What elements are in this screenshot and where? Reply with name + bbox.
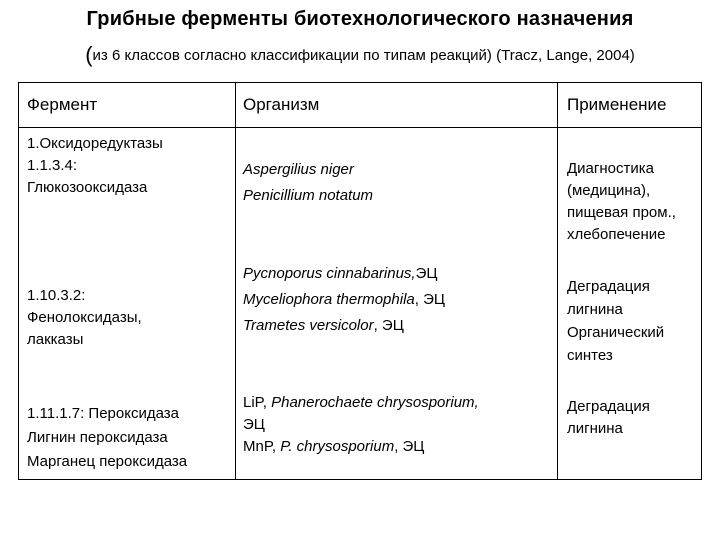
class-label-oxidoreductases: 1.Оксидоредуктазы: [27, 135, 163, 152]
organism-note: , ЭЦ: [394, 438, 425, 455]
header-application: Применение: [567, 95, 667, 114]
header-divider: [19, 127, 701, 128]
enzyme-line: Глюкозооксидаза: [27, 179, 148, 196]
application-line: лигнина: [567, 301, 623, 318]
organism-line: [243, 436, 479, 458]
application-line: (медицина),: [567, 182, 651, 199]
enzyme-cell: [27, 285, 142, 351]
enzyme-cell: [27, 402, 187, 474]
organism-note: ЭЦ: [415, 265, 438, 282]
column-divider-2: [557, 83, 558, 479]
subtitle-text: из 6 классов согласно классификации по типам реакций) (Tracz, Lange, 2004): [92, 47, 635, 64]
page-subtitle: [0, 42, 720, 68]
application-line: лигнина: [567, 420, 623, 437]
organism-prefix: LiP,: [243, 394, 272, 411]
organism-line: [243, 287, 445, 313]
application-cell: [567, 275, 664, 367]
organism-species: Pycnoporus cinnabarinus,: [243, 265, 416, 282]
application-cell: [567, 158, 676, 246]
enzyme-line: Лигнин пероксидаза: [27, 429, 168, 446]
header-enzyme: Фермент: [27, 95, 98, 114]
organism-line: Aspergilius niger: [243, 161, 354, 178]
enzyme-cell: [27, 155, 147, 199]
application-line: Органический: [567, 324, 665, 341]
organism-species: Trametes versicolor: [243, 317, 374, 334]
subtitle-paren: (: [85, 42, 93, 67]
application-line: Деградация: [567, 278, 650, 295]
organism-line: Penicillium notatum: [243, 187, 374, 204]
organism-cell: [243, 392, 479, 458]
organism-note: , ЭЦ: [373, 317, 404, 334]
organism-prefix: MnP,: [243, 438, 281, 455]
organism-line: [243, 261, 445, 287]
organism-species: Phanerochaete chrysosporium,: [271, 394, 479, 411]
organism-species: Myceliophora thermophila: [243, 291, 415, 308]
application-line: Диагностика: [567, 160, 654, 177]
application-line: синтез: [567, 347, 613, 364]
enzymes-table: [18, 82, 702, 480]
organism-note: , ЭЦ: [414, 291, 445, 308]
column-divider-1: [235, 83, 236, 479]
application-line: пищевая пром.,: [567, 204, 676, 221]
header-organism: Организм: [243, 95, 320, 114]
enzyme-line: 1.1.3.4:: [27, 157, 78, 174]
enzyme-line: 1.10.3.2:: [27, 287, 86, 304]
organism-cell: [243, 261, 445, 339]
organism-line: [243, 313, 445, 339]
application-cell: [567, 396, 650, 440]
application-line: хлебопечение: [567, 226, 666, 243]
organism-line: ЭЦ: [243, 416, 265, 433]
enzyme-line: лакказы: [27, 331, 84, 348]
application-line: Деградация: [567, 398, 650, 415]
enzyme-line: 1.11.1.7: Пероксидаза: [27, 405, 179, 422]
organism-cell: [243, 157, 373, 209]
enzyme-line: Фенолоксидазы,: [27, 309, 142, 326]
organism-species: P. chrysosporium: [280, 438, 395, 455]
page-title: Грибные ферменты биотехнологического назначения: [86, 8, 634, 30]
enzyme-line: Марганец пероксидаза: [27, 453, 188, 470]
organism-line: [243, 392, 479, 414]
